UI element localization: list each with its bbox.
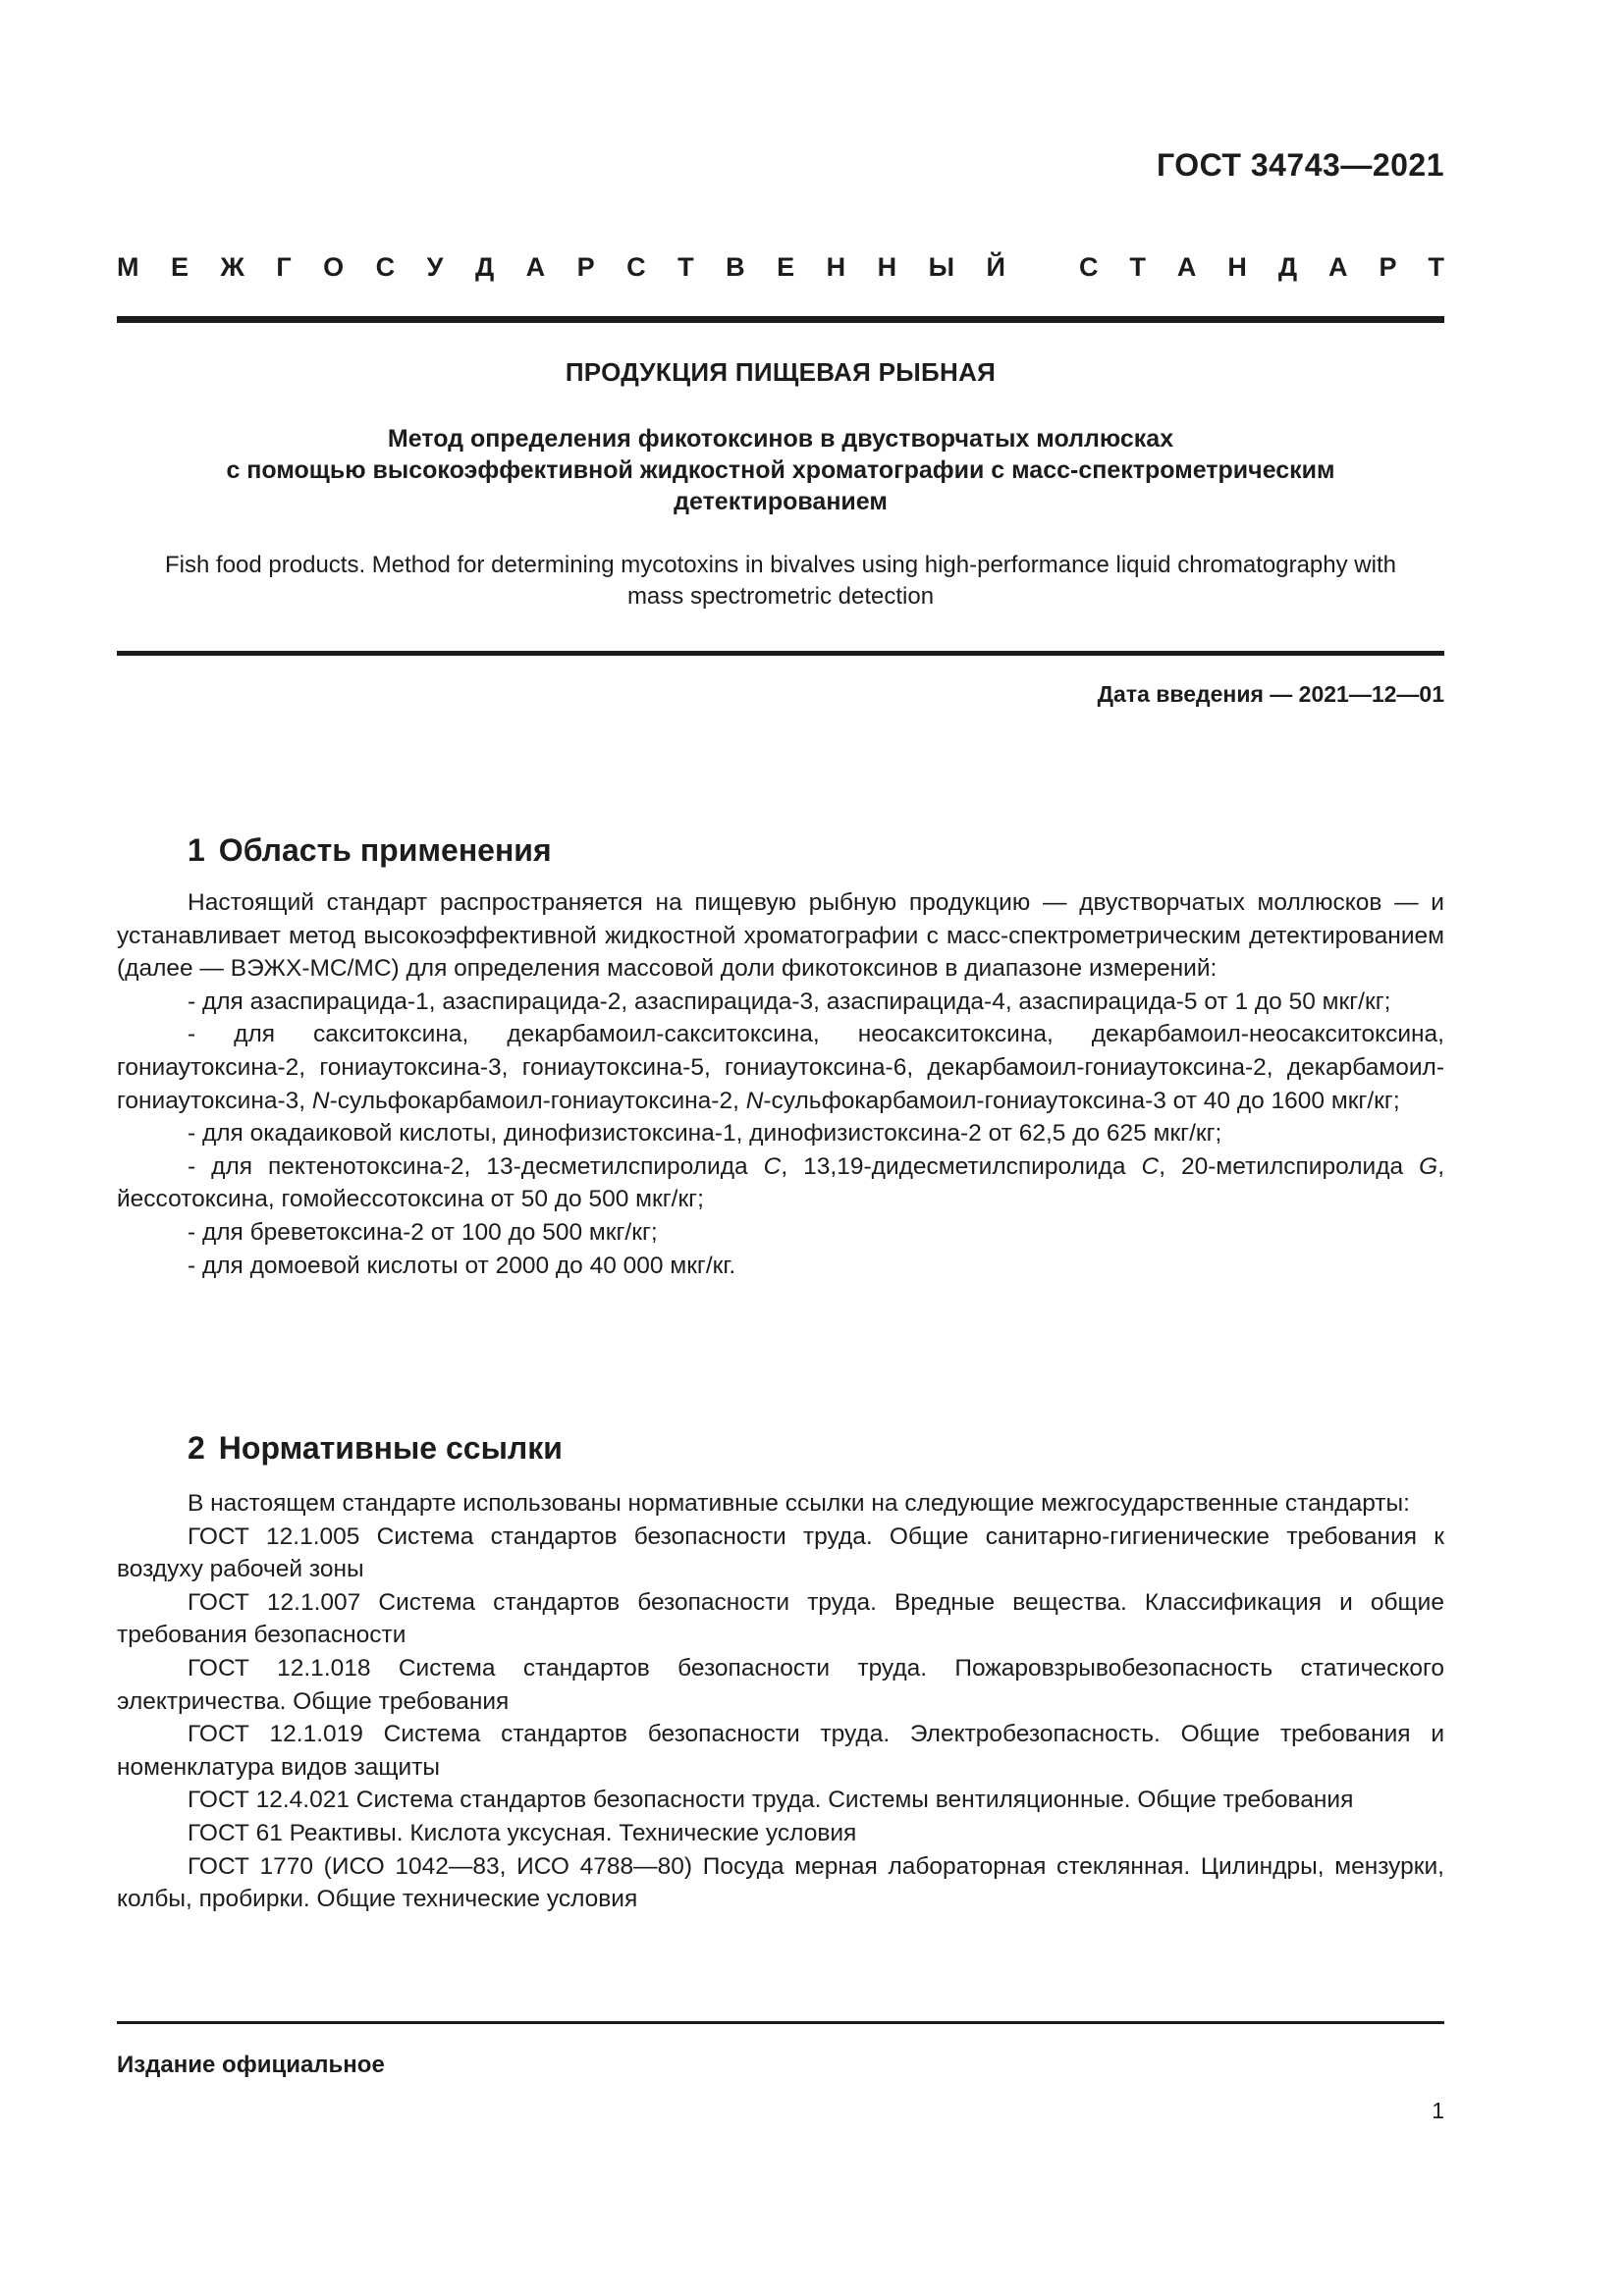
page-number: 1 (1432, 2098, 1444, 2123)
banner-letter: Т (1428, 252, 1444, 282)
banner-letter: Д (474, 252, 495, 282)
reference-item: ГОСТ 12.4.021 Система стандартов безопасности труда. Системы вентиляционные. Общие требования (188, 1787, 1354, 1814)
section-number: 1 (188, 832, 205, 868)
reference-item: ГОСТ 1770 (ИСО 1042—83, ИСО 4788—80) Посуда мерная лабораторная стеклянная. Цилиндры, мензурки, колбы, пробирки. Общие технические условия (117, 1852, 1444, 1913)
section-2-heading (188, 1430, 563, 1467)
banner-letter: Д (1277, 252, 1298, 282)
banner-letter: Ж (220, 252, 244, 282)
banner-letter: Т (677, 252, 694, 282)
banner-letter: С (626, 252, 646, 282)
reference-item: ГОСТ 12.1.018 Система стандартов безопасности труда. Пожаровзрывобезопасность статического электричества. Общие требования (117, 1654, 1444, 1715)
banner-letter: Г (276, 252, 292, 282)
banner-letter: В (726, 252, 745, 282)
scope-paragraph: Настоящий стандарт распространяется на пищевую рыбную продукцию — двустворчатых моллюсков — и устанавливает метод высокоэффективной жидкостной хроматографии с масс-спектрометрическим детектированием (далее — ВЭЖХ-МС/МС) для определения массовой доли фикотоксинов в диапазоне измерений: (117, 889, 1444, 983)
banner-letter: Р (576, 252, 595, 282)
banner-letter: С (375, 252, 396, 282)
document-title: ПРОДУКЦИЯ ПИЩЕВАЯ РЫБНАЯ (565, 357, 997, 387)
banner-letter: Т (1129, 252, 1146, 282)
section-2-body (117, 1487, 1444, 1916)
official-edition-label: Издание официальное (117, 2052, 385, 2078)
banner-letter: Н (877, 252, 897, 282)
banner-letter: Е (170, 252, 189, 282)
banner-letter: Н (1227, 252, 1247, 282)
standard-type-word-interstate (117, 252, 1005, 283)
english-title (117, 550, 1444, 613)
banner-letter: А (1176, 252, 1197, 282)
banner-letter: Е (777, 252, 795, 282)
reference-item: ГОСТ 12.1.005 Система стандартов безопасности труда. Общие санитарно-гигиенические требования к воздуху рабочей зоны (117, 1522, 1444, 1583)
banner-letter: Й (986, 252, 1005, 282)
scope-list-item: - для бреветоксина-2 от 100 до 500 мкг/кг; (188, 1218, 658, 1246)
banner-letter: Ы (928, 252, 955, 282)
english-title-line: mass spectrometric detection (626, 583, 935, 610)
top-divider (117, 316, 1444, 323)
banner-letter: А (1328, 252, 1348, 282)
document-number: ГОСТ 34743—2021 (1156, 147, 1444, 183)
section-title: Нормативные ссылки (218, 1430, 563, 1466)
banner-letter: У (426, 252, 444, 282)
scope-list-item: - для сакситоксина, декарбамоил-сакситоксина, неосакситоксина, декарбамоил-неосакситоксина, гониаутоксина-2, гониаутоксина-3, гониаутоксина-5, гониаутоксина-6, декарбамоил-гониаутоксина-2, декарбамоил-гониаутоксина-3, N-сульфокарбамоил-гониаутоксина-2, N-сульфокарбамоил-гониаутоксина-3 от 40 до 1600 мкг/кг; (117, 1021, 1444, 1114)
subtitle-line: детектированием (674, 488, 888, 515)
banner-letter: А (525, 252, 546, 282)
reference-item: ГОСТ 12.1.007 Система стандартов безопасности труда. Вредные вещества. Классификация и общие требования безопасности (117, 1588, 1444, 1649)
subtitle-line: с помощью высокоэффективной жидкостной хроматографии с масс-спектрометрическим (226, 456, 1335, 484)
banner-letter: С (1079, 252, 1099, 282)
scope-list-item: - для пектенотоксина-2, 13-десметилспиролида C, 13,19-дидесметилспиролида C, 20-метилспиролида G, йессотоксина, гомойессотоксина от 50 до 500 мкг/кг; (117, 1152, 1444, 1213)
introduction-date: Дата введения — 2021—12—01 (1097, 681, 1444, 707)
reference-item: ГОСТ 12.1.019 Система стандартов безопасности труда. Электробезопасность. Общие требования и номенклатура видов защиты (117, 1721, 1444, 1781)
standard-type-word-standard (1079, 252, 1444, 283)
banner-letter: Р (1379, 252, 1397, 282)
banner-letter: М (117, 252, 139, 282)
footer-divider (117, 2021, 1444, 2024)
section-number: 2 (188, 1430, 205, 1466)
scope-list-item: - для окадаиковой кислоты, динофизистоксина-1, динофизистоксина-2 от 62,5 до 625 мкг/кг; (188, 1120, 1222, 1148)
references-intro: В настоящем стандарте использованы нормативные ссылки на следующие межгосударственные стандарты: (188, 1490, 1410, 1517)
english-title-line: Fish food products. Method for determining mycotoxins in bivalves using high-performance liquid chromatography with (165, 552, 1396, 578)
standard-type-banner (117, 252, 1444, 283)
banner-letter: Н (826, 252, 846, 282)
section-1-body (117, 886, 1444, 1282)
subtitle-line: Метод определения фикотоксинов в двустворчатых моллюсках (387, 425, 1174, 453)
reference-item: ГОСТ 61 Реактивы. Кислота уксусная. Технические условия (188, 1819, 857, 1846)
document-subtitle (117, 423, 1444, 517)
scope-list-item: - для домоевой кислоты от 2000 до 40 000 мкг/кг. (188, 1252, 736, 1279)
section-title: Область применения (218, 832, 552, 868)
section-1-heading (188, 832, 552, 869)
title-divider (117, 651, 1444, 656)
banner-letter: О (323, 252, 345, 282)
scope-list-item: - для азаспирацида-1, азаспирацида-2, азаспирацида-3, азаспирацида-4, азаспирацида-5 от 1 до 50 мкг/кг; (188, 988, 1391, 1015)
